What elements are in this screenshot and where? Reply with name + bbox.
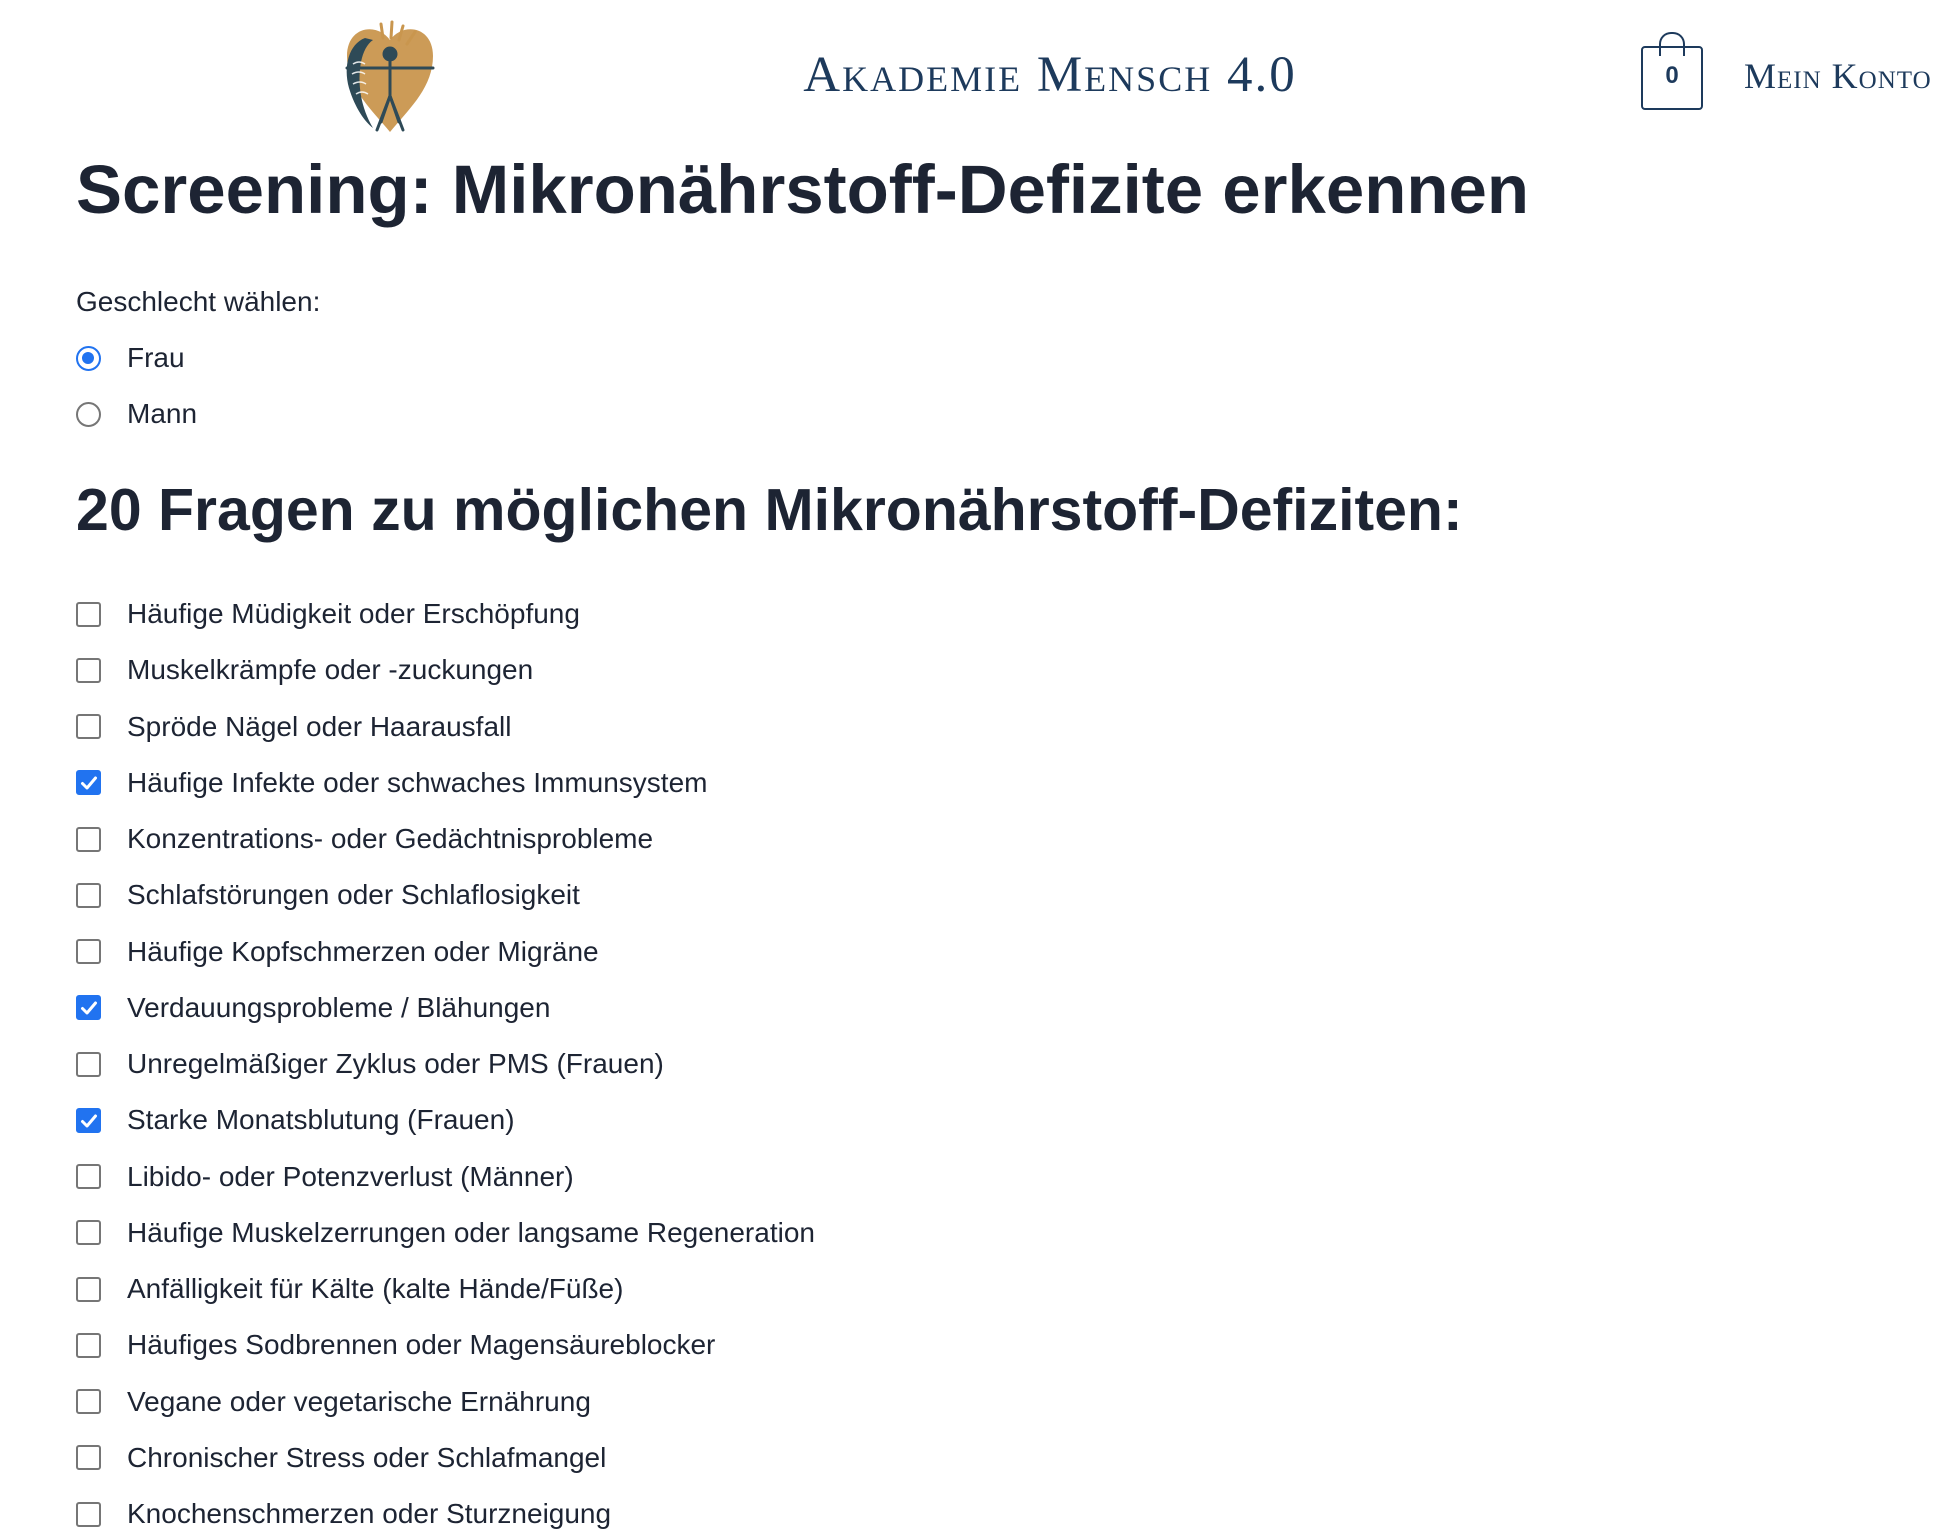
questions-title: 20 Fragen zu möglichen Mikronährstoff-Defiziten:	[76, 477, 1463, 543]
question-checkbox[interactable]	[76, 1164, 101, 1189]
brand-title[interactable]: Akademie Mensch 4.0	[803, 47, 1297, 103]
question-item[interactable]	[76, 873, 580, 917]
question-label: Knochenschmerzen oder Sturzneigung	[127, 1498, 612, 1529]
gender-option-frau[interactable]	[76, 336, 185, 380]
question-item[interactable]	[76, 592, 580, 636]
question-label: Starke Monatsblutung (Frauen)	[127, 1104, 515, 1136]
question-checkbox[interactable]	[76, 1220, 101, 1245]
question-label: Chronischer Stress oder Schlafmangel	[127, 1441, 607, 1473]
question-checkbox[interactable]	[76, 1445, 101, 1470]
question-item[interactable]	[76, 1211, 815, 1255]
cart-count: 0	[1665, 62, 1679, 89]
question-checkbox[interactable]	[76, 658, 101, 683]
question-label: Muskelkrämpfe oder -zuckungen	[127, 654, 534, 686]
question-label: Häufige Muskelzerrungen oder langsame Regeneration	[127, 1216, 815, 1248]
question-checkbox[interactable]	[76, 995, 101, 1020]
question-label: Spröde Nägel oder Haarausfall	[127, 710, 512, 742]
question-label: Häufige Kopfschmerzen oder Migräne	[127, 935, 599, 967]
question-label: Libido- oder Potenzverlust (Männer)	[127, 1160, 574, 1192]
question-item[interactable]	[76, 648, 533, 692]
question-checkbox[interactable]	[76, 714, 101, 739]
gender-option-label: Mann	[127, 398, 198, 429]
question-checkbox[interactable]	[76, 1052, 101, 1077]
question-checkbox[interactable]	[76, 1389, 101, 1414]
radio-frau[interactable]	[76, 346, 101, 371]
question-label: Verdauungsprobleme / Blähungen	[127, 991, 551, 1023]
question-item[interactable]	[76, 1155, 574, 1199]
question-label: Häufige Müdigkeit oder Erschöpfung	[127, 598, 580, 629]
question-item[interactable]	[76, 1042, 664, 1086]
question-item[interactable]	[76, 1267, 623, 1311]
question-item[interactable]	[76, 1436, 606, 1480]
gender-option-label: Frau	[127, 342, 185, 373]
question-item[interactable]	[76, 1492, 611, 1536]
checkmark-icon	[79, 998, 99, 1018]
question-checkbox[interactable]	[76, 883, 101, 908]
question-item[interactable]	[76, 1323, 715, 1367]
question-item[interactable]	[76, 1098, 515, 1142]
question-checkbox[interactable]	[76, 770, 101, 795]
question-checkbox[interactable]	[76, 1502, 101, 1527]
cart-button[interactable]	[1641, 32, 1703, 110]
question-checkbox[interactable]	[76, 1108, 101, 1133]
question-item[interactable]	[76, 1380, 591, 1424]
question-label: Konzentrations- oder Gedächtnisprobleme	[127, 823, 654, 854]
question-label: Vegane oder vegetarische Ernährung	[127, 1385, 591, 1417]
question-item[interactable]	[76, 986, 550, 1030]
site-header	[0, 0, 1952, 145]
question-item[interactable]	[76, 761, 707, 805]
question-label: Anfälligkeit für Kälte (kalte Hände/Füße)	[127, 1273, 624, 1304]
question-label: Schlafstörungen oder Schlaflosigkeit	[127, 879, 580, 911]
checkmark-icon	[79, 1111, 99, 1131]
vitruvian-man-heart-logo[interactable]	[337, 18, 443, 138]
question-item[interactable]	[76, 930, 599, 974]
question-item[interactable]	[76, 705, 511, 749]
question-item[interactable]	[76, 817, 653, 861]
question-label: Häufige Infekte oder schwaches Immunsystem	[127, 766, 708, 798]
radio-mann[interactable]	[76, 402, 101, 427]
account-link[interactable]: Mein Konto	[1744, 56, 1932, 96]
question-checkbox[interactable]	[76, 602, 101, 627]
page-title: Screening: Mikronährstoff-Defizite erkennen	[76, 151, 1530, 228]
question-checkbox[interactable]	[76, 827, 101, 852]
question-checkbox[interactable]	[76, 1333, 101, 1358]
question-label: Unregelmäßiger Zyklus oder PMS (Frauen)	[127, 1048, 664, 1079]
question-label: Häufiges Sodbrennen oder Magensäureblocker	[127, 1329, 716, 1361]
gender-option-mann[interactable]	[76, 392, 197, 436]
question-checkbox[interactable]	[76, 939, 101, 964]
checkmark-icon	[79, 773, 99, 793]
question-checkbox[interactable]	[76, 1277, 101, 1302]
gender-label: Geschlecht wählen:	[76, 286, 321, 317]
